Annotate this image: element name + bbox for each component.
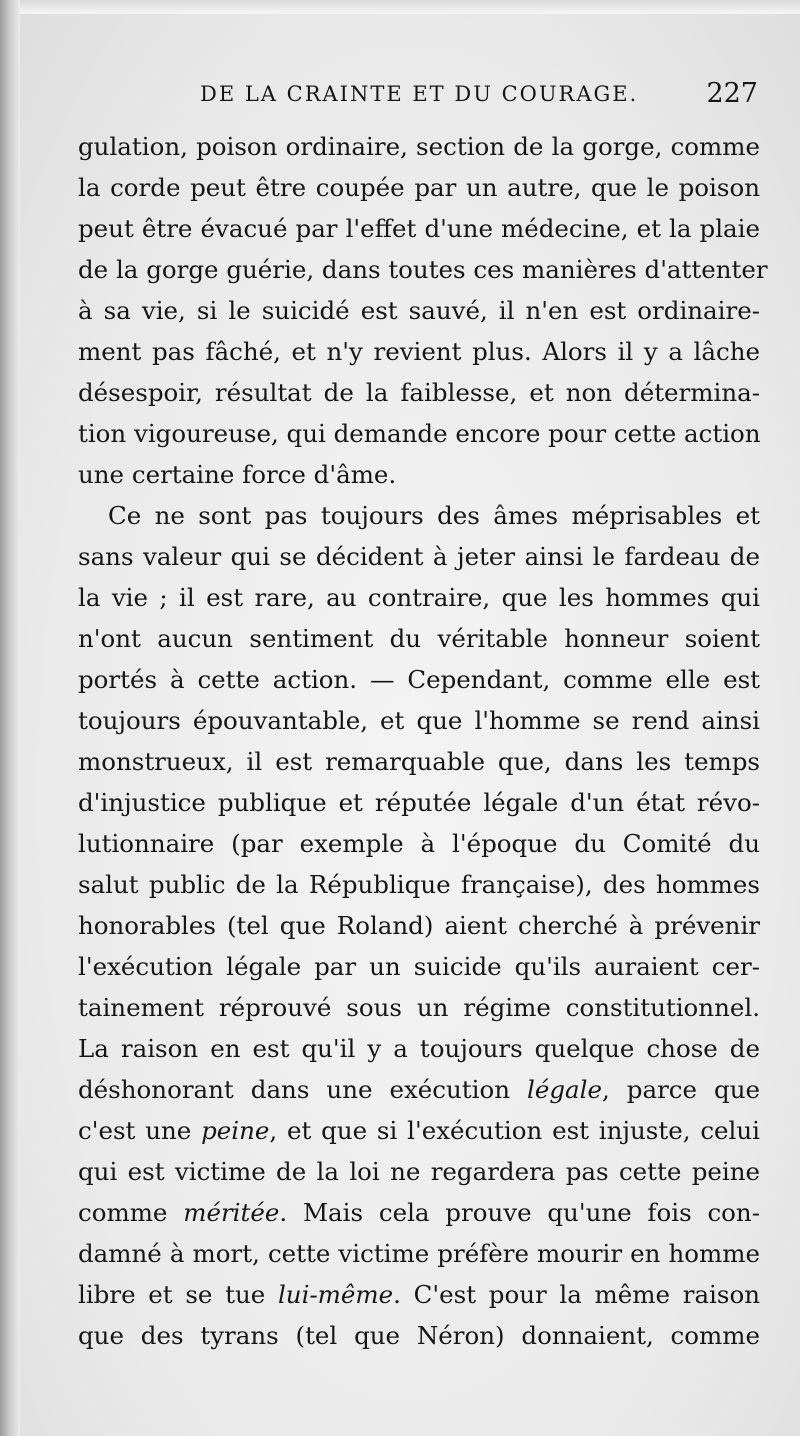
text-line: de la gorge guérie, dans toutes ces manières d'attenter [78, 255, 768, 284]
italic-word: méritée [183, 1198, 280, 1227]
page-number: 227 [706, 78, 758, 109]
text-line: d'injustice publique et réputée légale d'un état révo- [78, 788, 760, 817]
line-start: libre et se tue [78, 1280, 278, 1309]
book-page [20, 14, 800, 1436]
paragraph-start-line: Ce ne sont pas toujours des âmes méprisables et [108, 501, 760, 530]
text-line: l'exécution légale par un suicide qu'ils auraient cer- [78, 952, 760, 981]
italic-word: légale [527, 1075, 602, 1104]
text-line: La raison en est qu'il y a toujours quelque chose de [78, 1034, 760, 1063]
page-edge-shadow [0, 0, 20, 1436]
text-line: la vie ; il est rare, au contraire, que les hommes qui [78, 583, 760, 612]
text-line-with-italic [78, 1110, 760, 1151]
text-line: monstrueux, il est remarquable que, dans les temps [78, 747, 760, 776]
text-line: tion vigoureuse, qui demande encore pour cette action [78, 419, 761, 448]
line-start: comme [78, 1198, 184, 1227]
text-line: que des tyrans (tel que Néron) donnaient, comme [78, 1321, 760, 1350]
text-line: qui est victime de la loi ne regardera pas cette peine [78, 1157, 760, 1186]
text-line: ment pas fâché, et n'y revient plus. Alors il y a lâche [78, 337, 760, 366]
text-line-with-italic [78, 1192, 760, 1233]
text-line: damné à mort, cette victime préfère mourir en homme [78, 1239, 760, 1268]
italic-word: lui-même [277, 1280, 394, 1309]
line-end: , parce que [602, 1075, 760, 1104]
line-end: . Mais cela prouve qu'une fois con- [279, 1198, 760, 1227]
text-line: la corde peut être coupée par un autre, que le poison [78, 173, 760, 202]
text-line-with-italic [78, 1069, 760, 1110]
line-start: c'est une [78, 1116, 202, 1145]
text-line: à sa vie, si le suicidé est sauvé, il n'en est ordinaire- [78, 296, 760, 325]
text-line: portés à cette action. — Cependant, comme elle est [78, 665, 760, 694]
page-top-edge [20, 0, 800, 14]
text-line: tainement réprouvé sous un régime constitutionnel. [78, 993, 760, 1022]
line-end: . C'est pour la même raison [393, 1280, 760, 1309]
text-line: salut public de la République française), des hommes [78, 870, 760, 899]
text-line: peut être évacué par l'effet d'une médecine, et la plaie [78, 214, 760, 243]
running-title: DE LA CRAINTE ET DU COURAGE. [200, 82, 639, 106]
text-line: honorables (tel que Roland) aient cherché à prévenir [78, 911, 760, 940]
text-line: gulation, poison ordinaire, section de la gorge, comme [78, 132, 760, 161]
text-line: n'ont aucun sentiment du véritable honneur soient [78, 624, 760, 653]
text-line: lutionnaire (par exemple à l'époque du Comité du [78, 829, 760, 858]
italic-word: peine [201, 1116, 270, 1145]
line-start: déshonorant dans une exécution [78, 1075, 528, 1104]
text-line: toujours épouvantable, et que l'homme se rend ainsi [78, 706, 760, 735]
text-line-with-italic [78, 1274, 760, 1315]
paragraph-end-line: une certaine force d'âme. [78, 460, 397, 489]
text-line: sans valeur qui se décident à jeter ainsi le fardeau de [78, 542, 760, 571]
running-head [80, 78, 760, 118]
text-line: désespoir, résultat de la faiblesse, et non détermina- [78, 378, 760, 407]
body-text [78, 126, 768, 1356]
line-end: , et que si l'exécution est injuste, celui [269, 1116, 760, 1145]
